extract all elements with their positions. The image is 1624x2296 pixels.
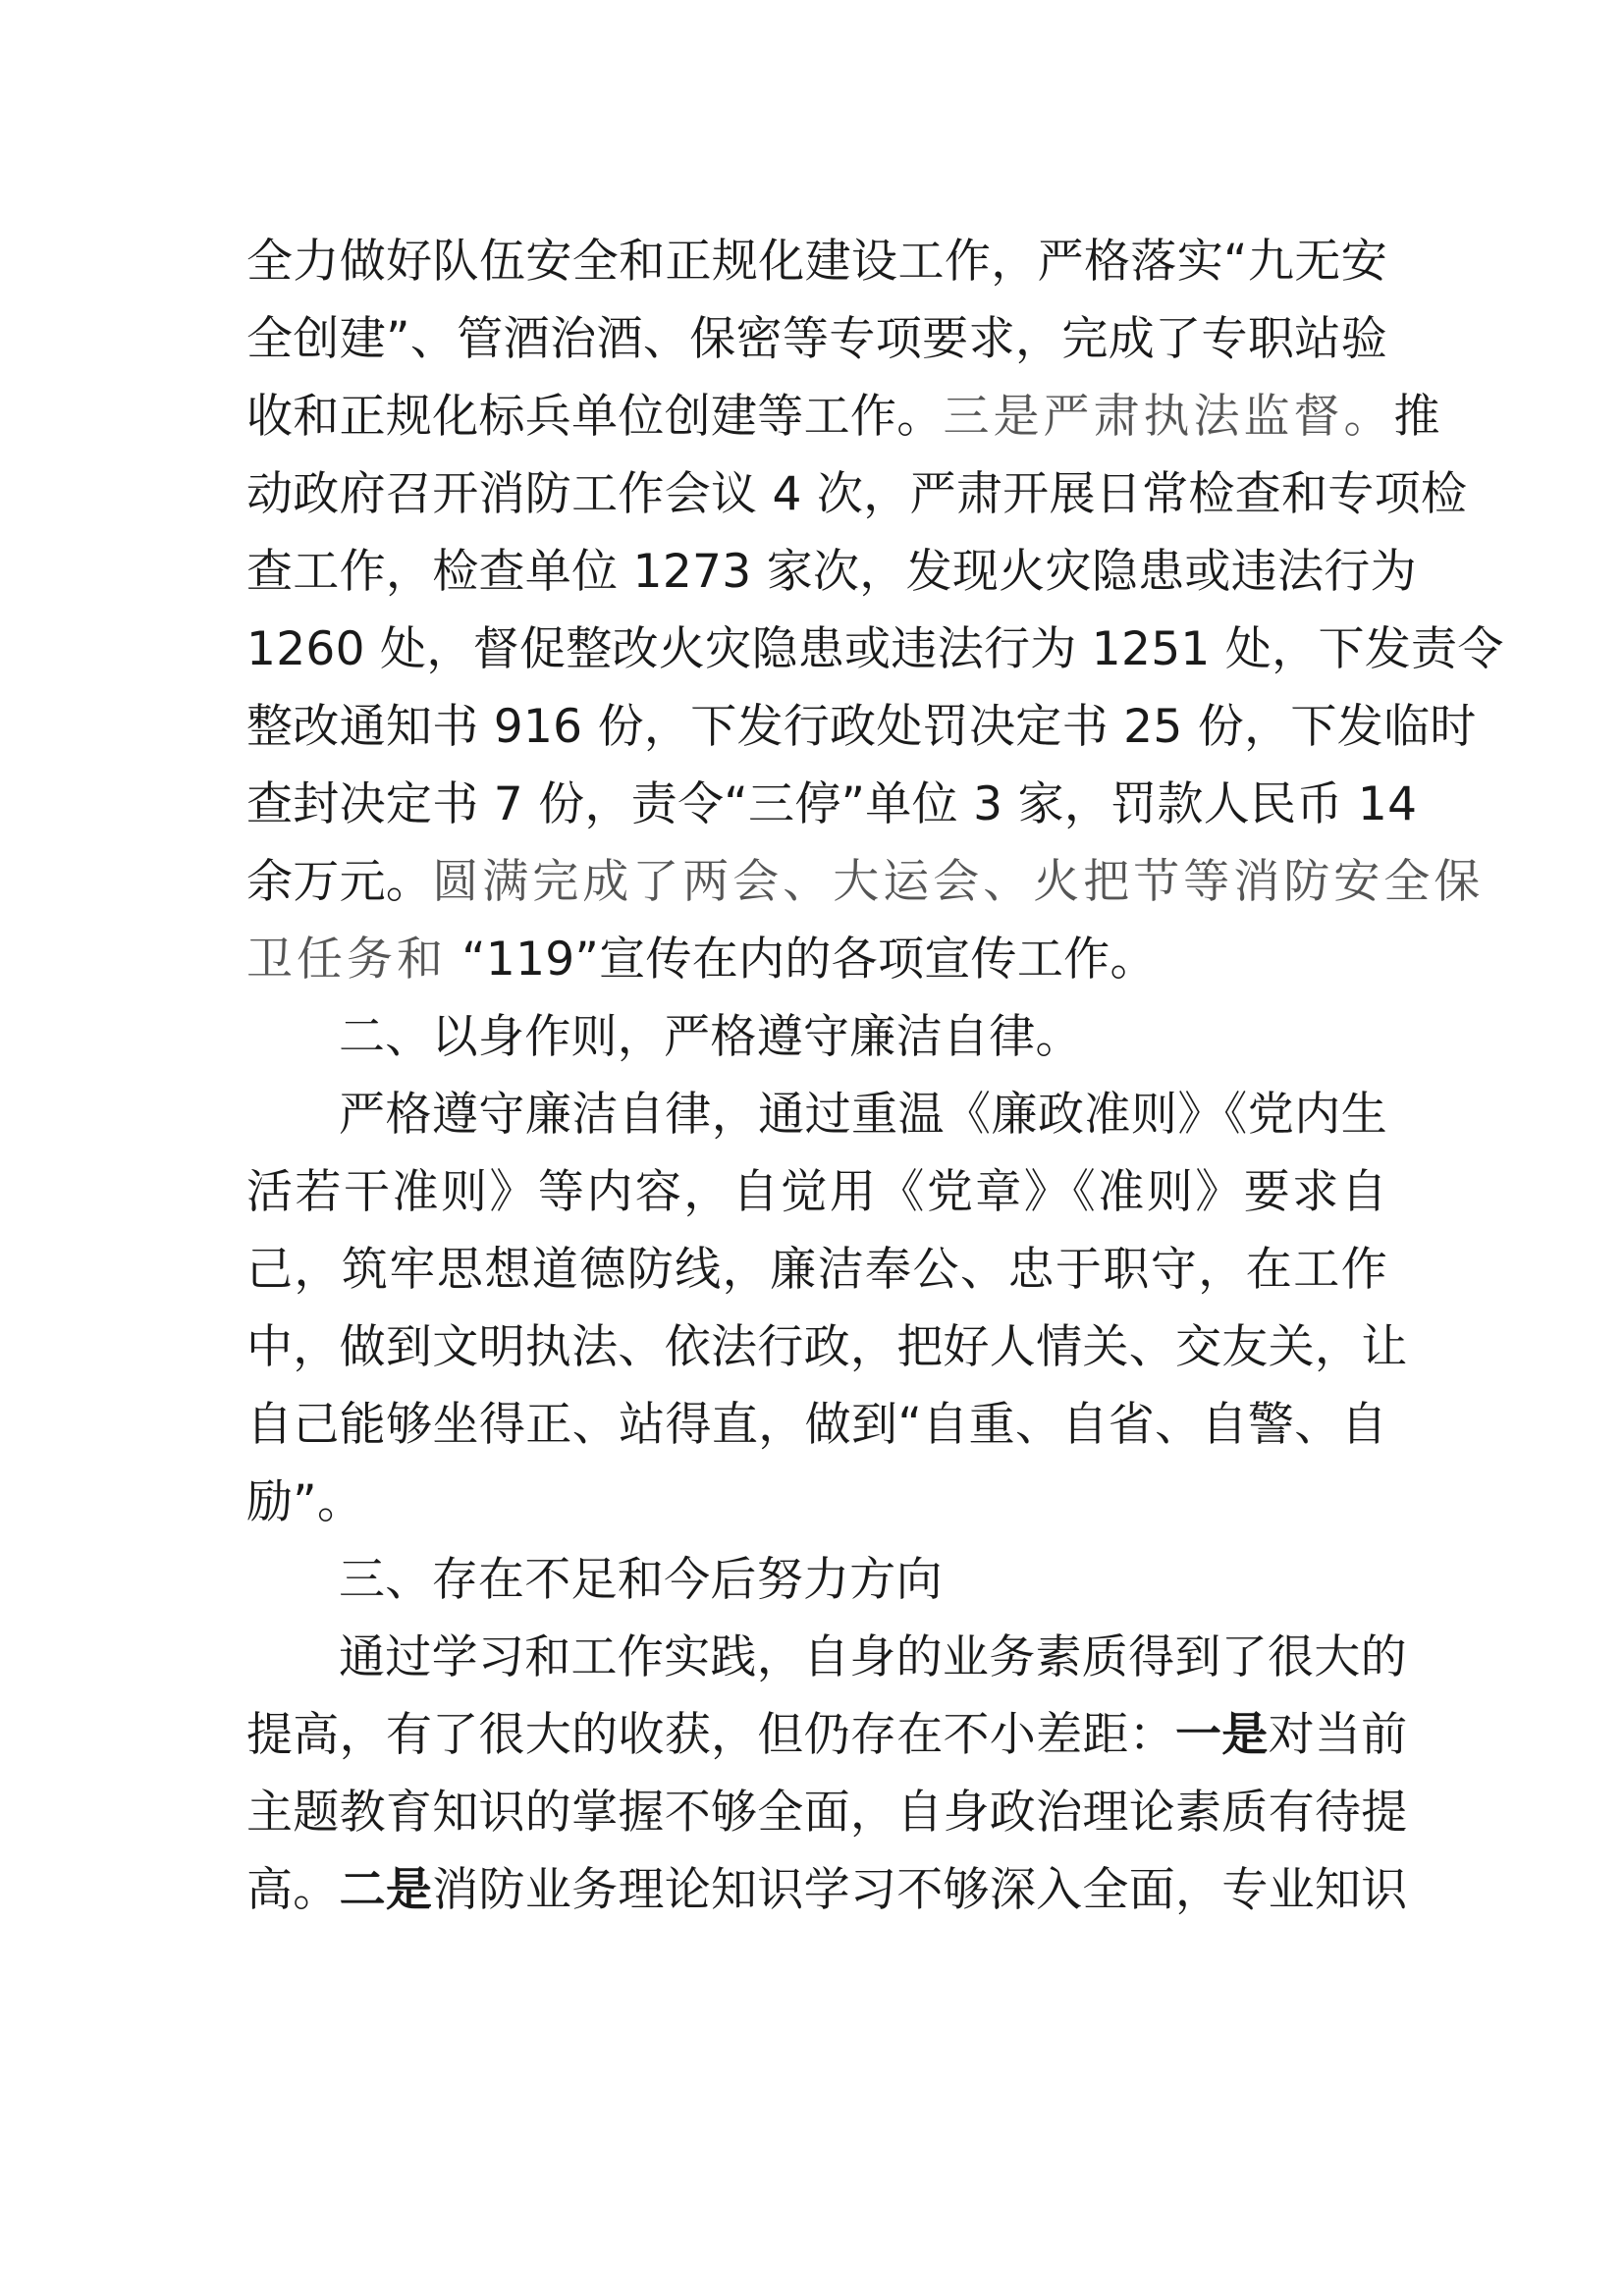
paragraph-line: 励”。 xyxy=(246,1475,364,1529)
paragraph-line: 活若干准则》等内容，自觉用《党章》《准则》要求自 xyxy=(246,1165,1387,1219)
serif-phrase: 卫任务和 xyxy=(246,933,447,987)
paragraph-line: 余万元。圆满完成了两会、大运会、火把节等消防安全保 xyxy=(246,855,1485,909)
paragraph-line: 整改通知书 916 份，下发行政处罚决定书 25 份，下发临时 xyxy=(246,700,1477,754)
paragraph-line: 主题教育知识的掌握不够全面，自身政治理论素质有待提 xyxy=(246,1786,1408,1840)
paragraph-line: 自己能够坐得正、站得直，做到“自重、自省、自警、自 xyxy=(246,1398,1387,1452)
paragraph-line: 全力做好队伍安全和正规化建设工作，严格落实“九无安 xyxy=(246,235,1387,289)
paragraph-line: 提高，有了很大的收获，但仍存在不小差距：一是对当前 xyxy=(246,1708,1408,1762)
paragraph-line: 查工作，检查单位 1273 家次，发现火灾隐患或违法行为 xyxy=(246,545,1417,599)
document-body xyxy=(246,223,1504,1929)
paragraph-line: 1260 处，督促整改火灾隐患或违法行为 1251 处，下发责令 xyxy=(246,622,1504,676)
section-heading: 二、以身作则，严格遵守廉洁自律。 xyxy=(339,1010,1082,1064)
paragraph-line: 通过学习和工作实践，自身的业务素质得到了很大的 xyxy=(339,1630,1407,1684)
bold-marker: 一是 xyxy=(1175,1708,1269,1762)
serif-phrase: 三是严肃执法监督。 xyxy=(943,390,1394,444)
serif-phrase: 圆满完成了两会、大运会、火把节等消防安全保 xyxy=(432,855,1485,909)
paragraph-line: 严格遵守廉洁自律，通过重温《廉政准则》《党内生 xyxy=(339,1088,1387,1142)
paragraph-line: 高。二是消防业务理论知识学习不够深入全面，专业知识 xyxy=(246,1863,1408,1917)
paragraph-line: 卫任务和 “119”宣传在内的各项宣传工作。 xyxy=(246,933,1157,987)
bold-marker: 二是 xyxy=(339,1863,433,1917)
paragraph-line: 收和正规化标兵单位创建等工作。三是严肃执法监督。推 xyxy=(246,390,1440,444)
section-heading: 三、存在不足和今后努力方向 xyxy=(339,1553,943,1607)
paragraph-line: 查封决定书 7 份，责令“三停”单位 3 家，罚款人民币 14 xyxy=(246,777,1418,831)
paragraph-line: 中，做到文明执法、依法行政，把好人情关、交友关，让 xyxy=(246,1320,1408,1374)
paragraph-line: 己，筑牢思想道德防线，廉洁奉公、忠于职守，在工作 xyxy=(246,1243,1387,1297)
paragraph-line: 全创建”、管酒治酒、保密等专项要求，完成了专职站验 xyxy=(246,312,1387,366)
paragraph-line: 动政府召开消防工作会议 4 次，严肃开展日常检查和专项检 xyxy=(246,467,1468,521)
